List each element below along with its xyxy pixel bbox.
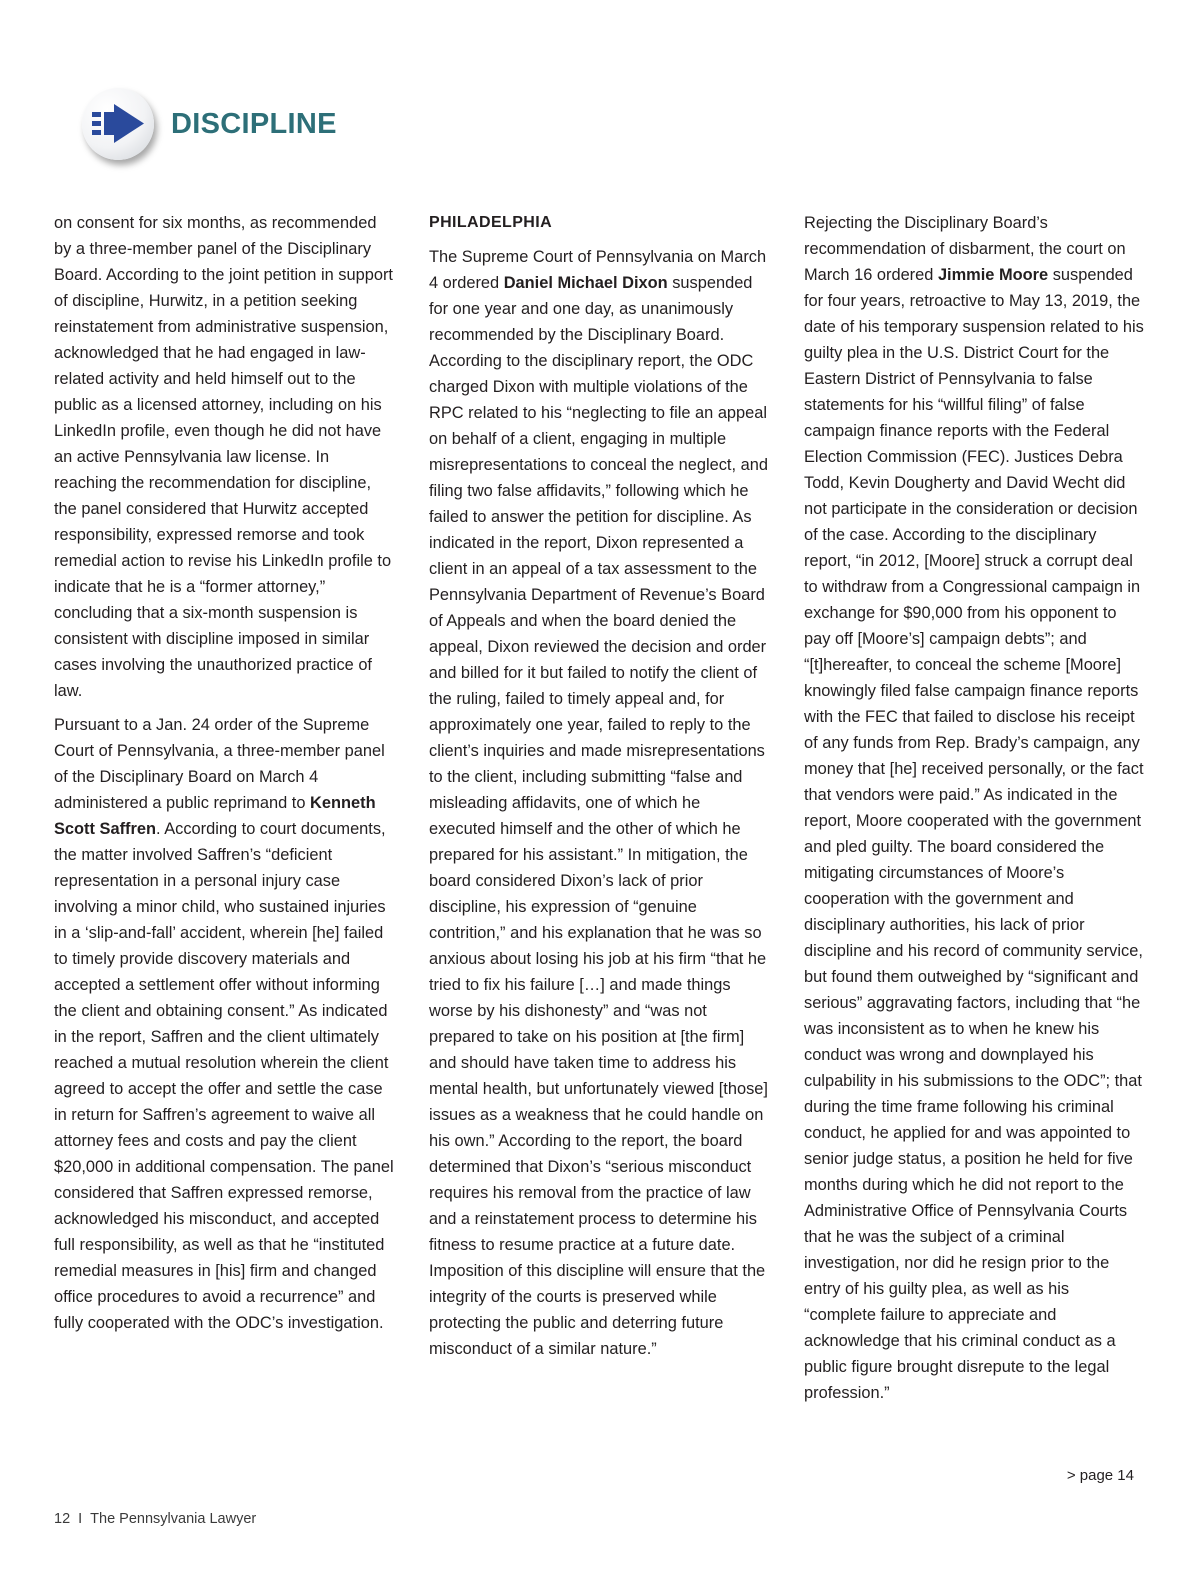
region-subhead: PHILADELPHIA: [429, 214, 553, 231]
column-1: [54, 210, 394, 1344]
column-3: [804, 210, 1144, 1414]
publication-name: The Pennsylvania Lawyer: [90, 1511, 257, 1527]
section-badge: [82, 88, 154, 160]
section-title: DISCIPLINE: [171, 108, 337, 140]
saffren-text-after: . According to court documents, the matter involved Saffren’s “deficient representation in a personal injury case involving a minor child, who sustained injuries in a ‘slip-and-fall’ accident, wherein [he] failed to timely provide discovery materials and accepted a settlement offer without informing the client and obtaining consent.” As indicated in the report, Saffren and the client ultimately reached a mutual resolution wherein the client agreed to accept the offer and settle the case in return for Saffren’s agreement to waive all attorney fees and costs and pay the client $20,000 in additional compensation. The panel considered that Saffren expressed remorse, acknowledged his misconduct, and accepted full responsibility, as well as that he “instituted remedial measures in [his] firm and changed office procedures to avoid a recurrence” and fully cooperated with the ODC’s investigation.: [54, 820, 394, 1332]
page-number: 12: [54, 1511, 71, 1527]
footer-separator: I: [78, 1511, 83, 1527]
respondent-name-saffren: Kenneth Scott Saffren: [54, 794, 376, 838]
right-arrow-icon: [90, 104, 148, 144]
dixon-text-before: The Supreme Court of Pennsylvania on March 4 ordered: [429, 248, 767, 292]
hurwitz-paragraph: on consent for six months, as recommended by a three-member panel of the Disciplinary Board. According to the joint petition in support of discipline, Hurwitz, in a petition seeking reinstatement from administrative suspension, acknowledged that he had engaged in law-related activity and held himself out to the public as a licensed attorney, including on his LinkedIn profile, even though he did not have an active Pennsylvania law license. In reaching the recommendation for discipline, the panel considered that Hurwitz accepted responsibility, expressed remorse and took remedial action to revise his LinkedIn profile to indicate that he is a “former attorney,” concluding that a six-month suspension is consistent with discipline imposed in similar cases involving the unauthorized practice of law.: [54, 214, 393, 700]
respondent-name-dixon: Daniel Michael Dixon: [503, 274, 668, 292]
page-footer: [54, 1511, 256, 1527]
continued-on-page-link[interactable]: > page 14: [1066, 1467, 1134, 1484]
moore-text-after: suspended for four years, retroactive to May 13, 2019, the date of his temporary suspension related to his guilty plea in the U.S. District Court for the Eastern District of Pennsylvania to false statements for his “willful filing” of false campaign finance reports with the Federal Election Commission (FEC). Justices Debra Todd, Kevin Dougherty and David Wecht did not participate in the consideration or decision of the case. According to the disciplinary report, “in 2012, [Moore] struck a corrupt deal to withdraw from a Congressional campaign in exchange for $90,000 from his opponent to pay off [Moore’s] campaign debts”; and “[t]hereafter, to conceal the scheme [Moore] knowingly filed false campaign finance reports with the FEC that failed to disclose his receipt of any funds from Rep. Brady’s campaign, any money that [he] received personally, or the fact that vendors were paid.” As indicated in the report, Moore cooperated with the government and pled guilty. The board considered the mitigating circumstances of Moore’s cooperation with the government and disciplinary authorities, his lack of prior discipline and his record of community service, but found them outweighed by “significant and serious” aggravating factors, including that “he was inconsistent as to when he knew his conduct was wrong and downplayed his culpability in his submissions to the ODC”; that during the time frame following his criminal conduct, he applied for and was appointed to senior judge status, a position he held for five months during which he did not report to the Administrative Office of Pennsylvania Courts that he was the subject of a criminal investigation, nor did he resign prior to the entry of his guilty plea, as well as his “complete failure to appreciate and acknowledge that his criminal conduct as a public figure brought disrepute to the legal profession.”: [804, 266, 1144, 1402]
moore-text-before: Rejecting the Disciplinary Board’s recommendation of disbarment, the court on March 16 ordered: [804, 214, 1126, 284]
moore-paragraph: [804, 210, 1144, 1406]
saffren-text-before: Pursuant to a Jan. 24 order of the Supreme Court of Pennsylvania, a three-member panel of the Disciplinary Board on March 4 administered a public reprimand to: [54, 716, 385, 812]
column-2: [429, 210, 769, 1370]
section-header: [82, 88, 582, 168]
respondent-name-moore: Jimmie Moore: [937, 266, 1049, 284]
saffren-paragraph: [54, 712, 394, 1336]
dixon-paragraph: [429, 244, 769, 1362]
dixon-text-after: suspended for one year and one day, as unanimously recommended by the Disciplinary Board. According to the disciplinary report, the ODC charged Dixon with multiple violations of the RPC related to his “neglecting to file an appeal on behalf of a client, engaging in multiple misrepresentations to conceal the neglect, and filing two false affidavits,” following which he failed to answer the petition for discipline. As indicated in the report, Dixon represented a client in an appeal of a tax assessment to the Pennsylvania Department of Revenue’s Board of Appeals and when the board denied the appeal, Dixon reviewed the decision and order and billed for it but failed to notify the client of the ruling, failed to timely appeal and, for approximately one year, failed to reply to the client’s inquiries and made misrepresentations to the client, including submitting “false and misleading affidavits, one of which he executed himself and the other of which he prepared for his assistant.” In mitigation, the board considered Dixon’s lack of prior discipline, his expression of “genuine contrition,” and his explanation that he was so anxious about losing his job at his firm “that he tried to fix his failure […] and made things worse by his dishonesty” and “was not prepared to take on his position at [the firm] and should have taken time to address his mental health, but unfortunately viewed [those] issues as a weakness that he could handle on his own.” According to the report, the board determined that Dixon’s “serious misconduct requires his removal from the practice of law and a reinstatement process to determine his fitness to resume practice at a future date. Imposition of this discipline will ensure that the integrity of the courts is preserved while protecting the public and deterring future misconduct of a similar nature.”: [429, 274, 768, 1358]
